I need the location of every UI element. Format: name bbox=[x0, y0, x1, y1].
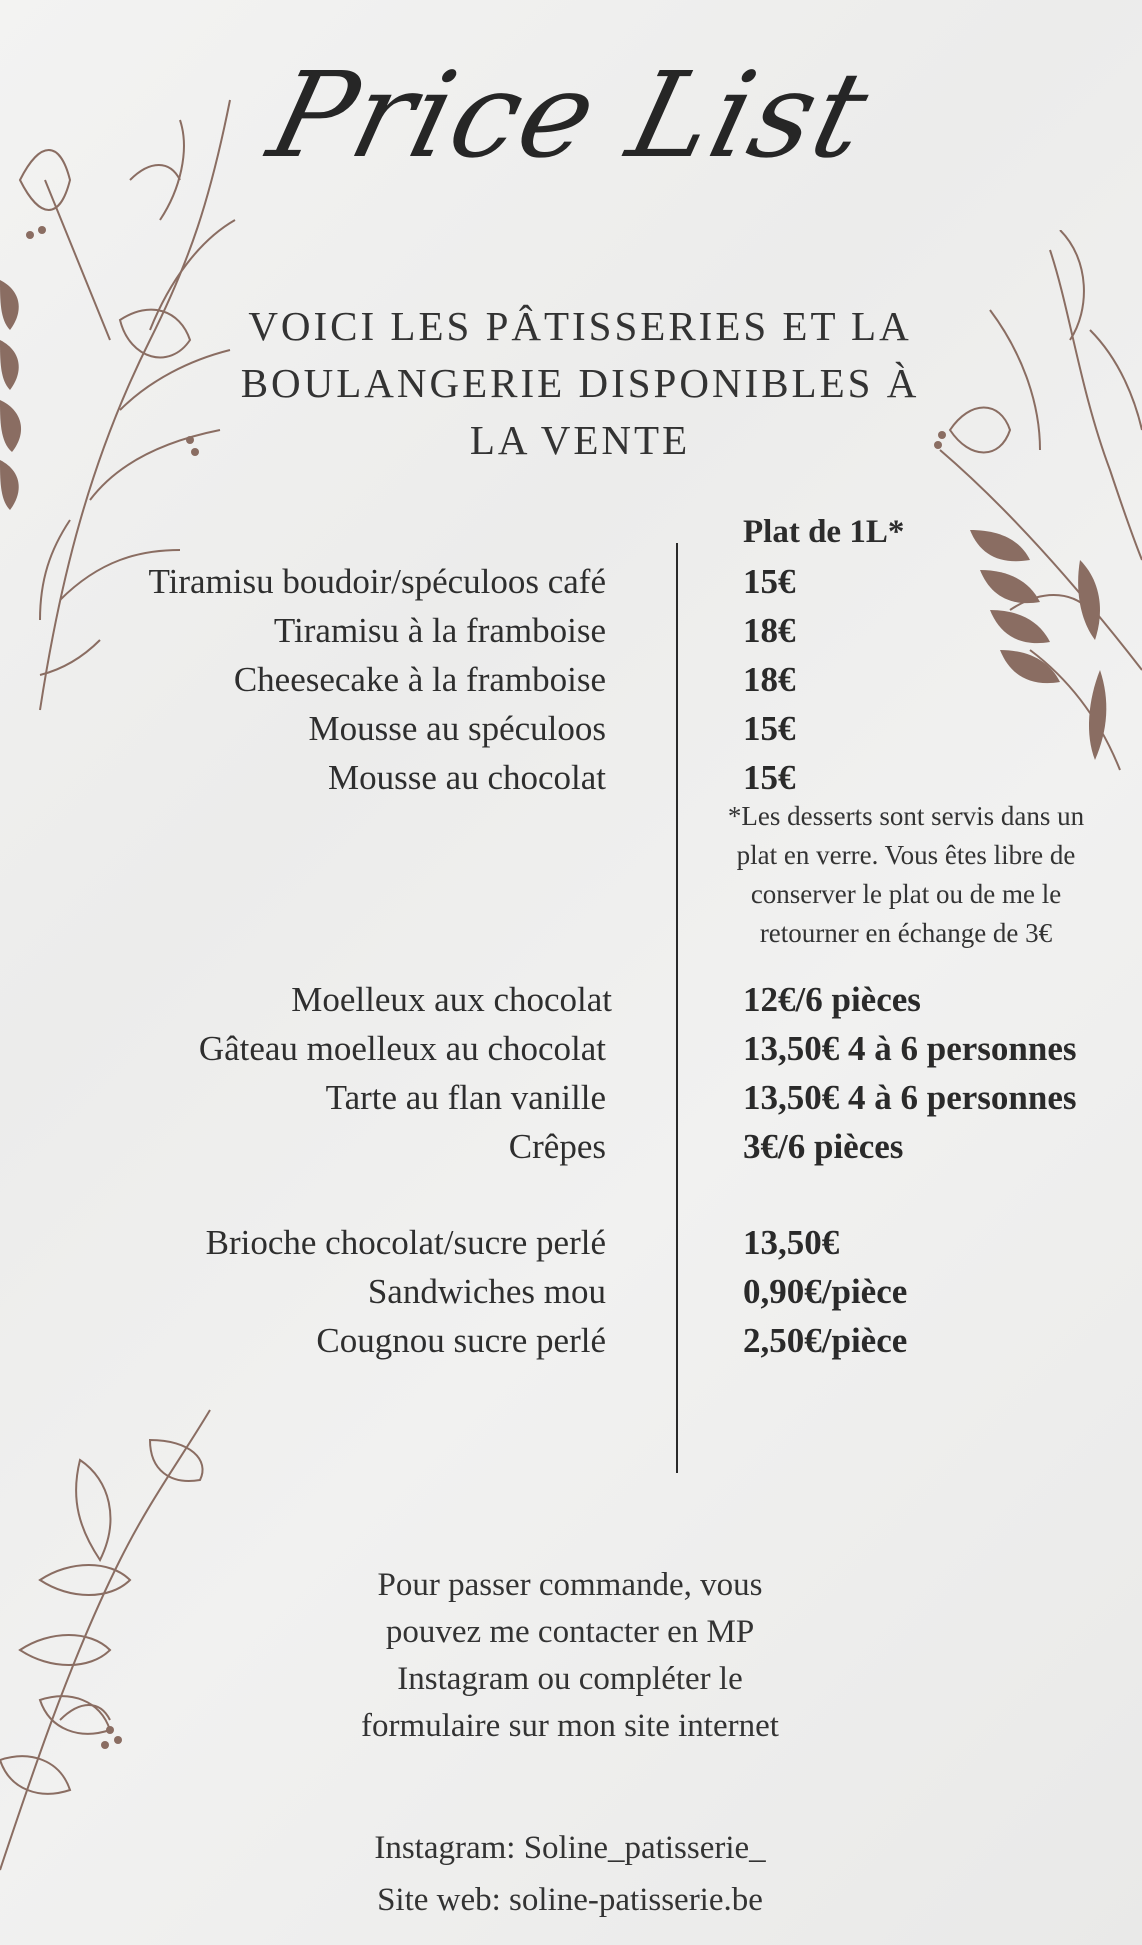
item-name: Mousse au spéculoos bbox=[308, 709, 606, 748]
section-heading bbox=[160, 298, 1000, 469]
note-line: retourner en échange de 3€ bbox=[759, 918, 1053, 948]
contact-info bbox=[250, 1822, 890, 1926]
cakes-names bbox=[0, 975, 612, 1171]
note-line: conserver le plat ou de me le bbox=[750, 879, 1062, 909]
bakery-names bbox=[0, 1218, 606, 1365]
item-price: 13,50€ 4 à 6 personnes bbox=[743, 1078, 1077, 1117]
cakes-prices bbox=[743, 975, 1077, 1171]
page-title: Price List bbox=[257, 46, 883, 184]
floral-bottom-left-icon bbox=[0, 1400, 220, 1880]
footer-line: formulaire sur mon site internet bbox=[361, 1708, 779, 1744]
desserts-prices bbox=[743, 557, 796, 802]
heading-line: LA VENTE bbox=[469, 417, 691, 463]
item-price: 13,50€ 4 à 6 personnes bbox=[743, 1029, 1077, 1068]
heading-line: BOULANGERIE DISPONIBLES À bbox=[240, 360, 920, 406]
item-name: Tiramisu boudoir/spéculoos café bbox=[148, 562, 606, 601]
vertical-divider bbox=[676, 543, 678, 1473]
item-name: Brioche chocolat/sucre perlé bbox=[205, 1223, 606, 1262]
item-name: Moelleux aux chocolat bbox=[291, 980, 612, 1019]
footer-line: pouvez me contacter en MP bbox=[385, 1614, 755, 1650]
item-price: 12€/6 pièces bbox=[743, 980, 921, 1019]
item-name: Tiramisu à la framboise bbox=[273, 611, 606, 650]
item-price: 3€/6 pièces bbox=[743, 1127, 904, 1166]
desserts-names bbox=[0, 557, 606, 802]
item-price: 2,50€/pièce bbox=[743, 1321, 908, 1360]
heading-line: VOICI LES PÂTISSERIES ET LA bbox=[248, 303, 912, 349]
item-price: 18€ bbox=[743, 660, 796, 699]
bakery-prices bbox=[743, 1218, 907, 1365]
item-price: 15€ bbox=[743, 709, 796, 748]
item-name: Mousse au chocolat bbox=[328, 758, 606, 797]
item-name: Gâteau moelleux au chocolat bbox=[198, 1029, 606, 1068]
item-price: 15€ bbox=[743, 562, 796, 601]
item-price: 13,50€ bbox=[743, 1223, 840, 1262]
website-address: Site web: soline-patisserie.be bbox=[377, 1882, 763, 1918]
footer-line: Pour passer commande, vous bbox=[377, 1567, 763, 1603]
item-price: 0,90€/pièce bbox=[743, 1272, 908, 1311]
note-line: *Les desserts sont servis dans un bbox=[727, 801, 1085, 831]
item-name: Crêpes bbox=[508, 1127, 606, 1166]
instagram-handle: Instagram: Soline_patisserie_ bbox=[374, 1830, 766, 1866]
column-header: Plat de 1L* bbox=[743, 514, 905, 550]
item-name: Cougnou sucre perlé bbox=[316, 1321, 606, 1360]
item-price: 18€ bbox=[743, 611, 796, 650]
item-name: Cheesecake à la framboise bbox=[233, 660, 606, 699]
note-line: plat en verre. Vous êtes libre de bbox=[736, 840, 1076, 870]
footer-line: Instagram ou compléter le bbox=[397, 1661, 743, 1697]
order-info bbox=[250, 1562, 890, 1750]
item-price: 15€ bbox=[743, 758, 796, 797]
dessert-note bbox=[676, 797, 1136, 953]
item-name: Tarte au flan vanille bbox=[325, 1078, 606, 1117]
item-name: Sandwiches mou bbox=[367, 1272, 606, 1311]
